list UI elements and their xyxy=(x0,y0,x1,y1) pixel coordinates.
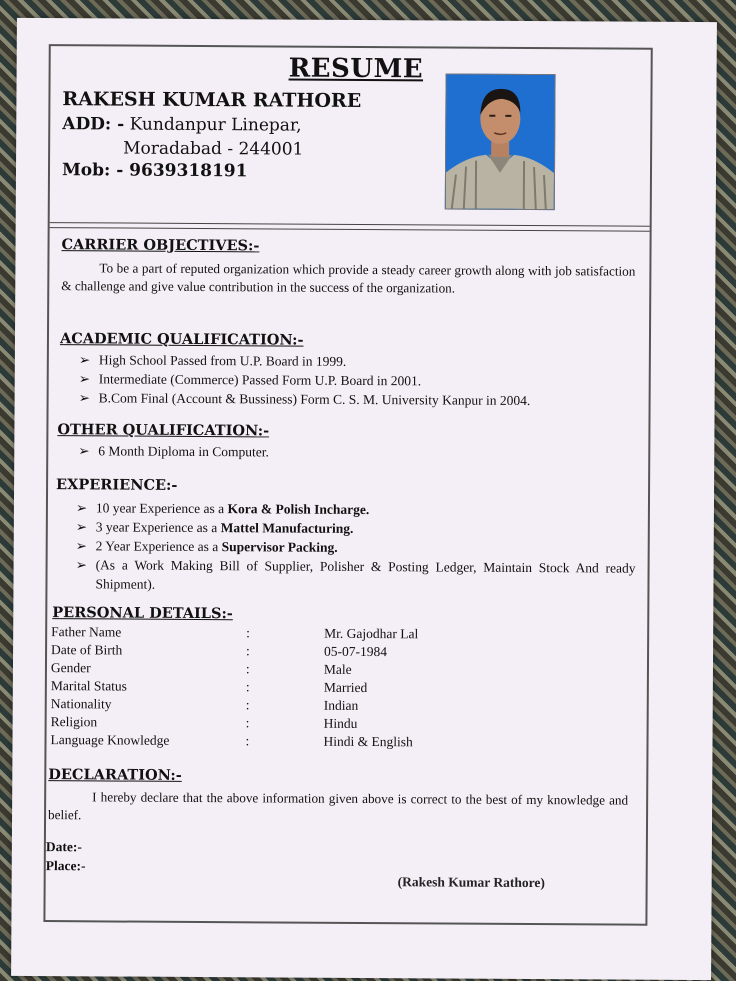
declaration-paragraph: I hereby declare that the above information given above is correct to the best of my knowledge and belief. xyxy=(48,789,629,823)
detail-label: Date of Birth xyxy=(51,642,123,658)
experience-item-text: 3 year Experience as a xyxy=(95,519,221,536)
address-value-1: Kundanpur Linepar, xyxy=(129,114,302,136)
candidate-name: RAKESH KUMAR RATHORE xyxy=(62,88,362,112)
detail-label: Language Knowledge xyxy=(50,732,170,748)
detail-label: Gender xyxy=(50,660,91,676)
academic-list xyxy=(79,350,639,410)
date-label: Date:- xyxy=(45,839,82,855)
detail-value: Hindu xyxy=(323,715,358,731)
experience-item-text: 10 year Experience as a xyxy=(95,500,228,517)
detail-value: 05-07-1984 xyxy=(324,643,388,660)
address-line-1 xyxy=(62,114,301,135)
detail-label: Father Name xyxy=(51,624,122,640)
detail-label: Religion xyxy=(50,714,98,730)
declaration-heading: DECLARATION:- xyxy=(48,766,182,784)
academic-item-text: High School Passed from U.P. Board in 1999. xyxy=(98,352,347,369)
arrow-bullet-icon: ➢ xyxy=(75,538,88,554)
detail-colon: : xyxy=(246,625,250,641)
signature-name: (Rakesh Kumar Rathore) xyxy=(397,874,545,891)
list-item xyxy=(75,555,635,596)
detail-value: Married xyxy=(323,679,368,696)
detail-value: Hindi & English xyxy=(323,733,413,750)
detail-colon: : xyxy=(245,715,250,731)
career-paragraph: To be a part of reputed organization which provide a steady career growth along with job satisfaction & challenge and give value contribution in the success of the organization. xyxy=(61,260,636,296)
arrow-bullet-icon: ➢ xyxy=(75,519,88,535)
experience-role: Mattel Manufacturing. xyxy=(220,520,354,536)
experience-note: (As a Work Making Bill of Supplier, Polisher & Posting Ledger, Maintain Stock And ready Shipment). xyxy=(95,557,636,592)
detail-colon: : xyxy=(245,697,250,713)
resume-frame xyxy=(43,44,652,926)
table-row xyxy=(50,732,470,753)
experience-item-text: 2 Year Experience as a xyxy=(95,538,222,555)
arrow-bullet-icon: ➢ xyxy=(78,443,90,459)
arrow-bullet-icon: ➢ xyxy=(75,500,88,516)
personal-details-table xyxy=(50,624,491,757)
detail-colon: : xyxy=(246,643,250,659)
address-line-2: Moradabad - 244001 xyxy=(123,138,304,160)
career-text xyxy=(61,259,635,299)
arrow-bullet-icon: ➢ xyxy=(75,557,87,573)
detail-colon: : xyxy=(245,661,250,677)
address-label: ADD: - xyxy=(62,114,125,135)
detail-colon: : xyxy=(245,733,250,749)
experience-role: Supervisor Packing. xyxy=(221,539,338,555)
other-heading: OTHER QUALIFICATION:- xyxy=(57,421,270,440)
career-heading: CARRIER OBJECTIVES:- xyxy=(61,236,260,255)
list-item xyxy=(79,388,639,410)
arrow-bullet-icon: ➢ xyxy=(78,390,90,406)
other-list xyxy=(78,441,638,463)
academic-item-text: B.Com Final (Account & Bussiness) Form C. S. M. University Kanpur in 2004. xyxy=(98,390,531,409)
detail-value: Mr. Gajodhar Lal xyxy=(324,625,419,642)
resume-title: RESUME xyxy=(288,53,424,85)
detail-colon: : xyxy=(245,679,250,695)
declaration-text xyxy=(48,788,628,828)
other-item-text: 6 Month Diploma in Computer. xyxy=(98,443,269,460)
resume-header xyxy=(50,46,651,228)
list-item xyxy=(78,441,638,463)
resume-paper xyxy=(11,18,717,980)
academic-item-text: Intermediate (Commerce) Passed Form U.P. Board in 2001. xyxy=(98,371,422,389)
experience-heading: EXPERIENCE:- xyxy=(56,476,178,494)
mobile-number: Mob: - 9639318191 xyxy=(61,160,248,182)
detail-value: Indian xyxy=(323,697,359,713)
arrow-bullet-icon: ➢ xyxy=(78,352,91,368)
personal-heading: PERSONAL DETAILS:- xyxy=(52,604,233,623)
detail-label: Marital Status xyxy=(50,678,128,694)
profile-photo xyxy=(445,73,556,210)
detail-value: Male xyxy=(323,661,352,677)
academic-heading: ACADEMIC QUALIFICATION:- xyxy=(59,330,304,349)
place-label: Place:- xyxy=(45,858,86,874)
detail-label: Nationality xyxy=(50,696,112,712)
experience-list xyxy=(75,498,636,596)
experience-role: Kora & Polish Incharge. xyxy=(227,501,370,518)
arrow-bullet-icon: ➢ xyxy=(78,371,91,387)
